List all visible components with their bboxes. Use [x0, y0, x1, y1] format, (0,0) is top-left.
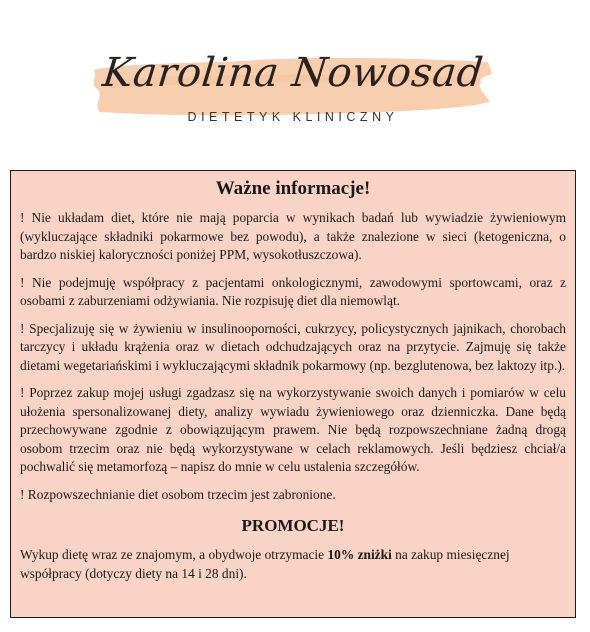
info-paragraph: ! Nie podejmuję współpracy z pacjentami onkologicznymi, zawodowymi sportowcami, oraz z osobami z zaburzeniami odżywiania. Nie rozpisuję diet dla niemowląt.: [20, 274, 566, 308]
info-title: Ważne informacje!: [215, 178, 371, 199]
info-paragraph: ! Specjalizuję się w żywieniu w insulinooporności, cukrzycy, policystycznych jajnikach, chorobach tarczycy i układu krążenia oraz w dietach odchudzających oraz na przytycie. Zajmuję się także dietami wegetariańskimi i wykluczającymi składnik pokarmowy (np. bezglutenowa, bez laktozy itp.).: [20, 320, 566, 373]
info-paragraph: ! Poprzez zakup mojej usługi zgadzasz się na wykorzystywanie swoich danych i pomiarów w celu ułożenia spersonalizowanej diety, analizy wywiadu żywieniowego oraz dzienniczka. Dane będą przechowywane zgodnie z obowiązującym prawem. Nie będą rozpowszechniane żadną drogą osobom trzecim oraz nie będą wykorzystywane w celach reklamowych. Jeśli będziesz chciał/a pochwalić się metamorfozą – napisz do mnie w celu ustalenia szczegółów.: [20, 385, 566, 474]
logo: [88, 40, 498, 140]
info-box: [10, 170, 576, 618]
promo-discount: 10% zniżki: [327, 547, 392, 562]
info-paragraph: ! Nie układam diet, które nie mają poparcia w wynikach badań lub wywiadzie żywieniowym (wykluczające składniki pokarmowe bez powodu), a także znalezione w sieci (ketogeniczna, o bardzo niskiej kaloryczności poniżej PPM, wysokotłuszczowa).: [20, 210, 566, 262]
promo-title: PROMOCJE!: [241, 516, 345, 535]
logo-subtitle: DIETETYK KLINICZNY: [187, 110, 399, 124]
promo-text-end: na zakup miesięcznej współpracy (dotyczy diety na 14 i 28 dni).: [20, 547, 510, 581]
info-paragraph: ! Rozpowszechnianie diet osobom trzecim jest zabronione.: [20, 486, 336, 502]
promo-text-start: Wykup dietę wraz ze znajomym, a obydwoje otrzymacie: [20, 547, 328, 562]
promo-text: [20, 546, 566, 583]
logo-name: Karolina Nowosad: [100, 50, 486, 96]
